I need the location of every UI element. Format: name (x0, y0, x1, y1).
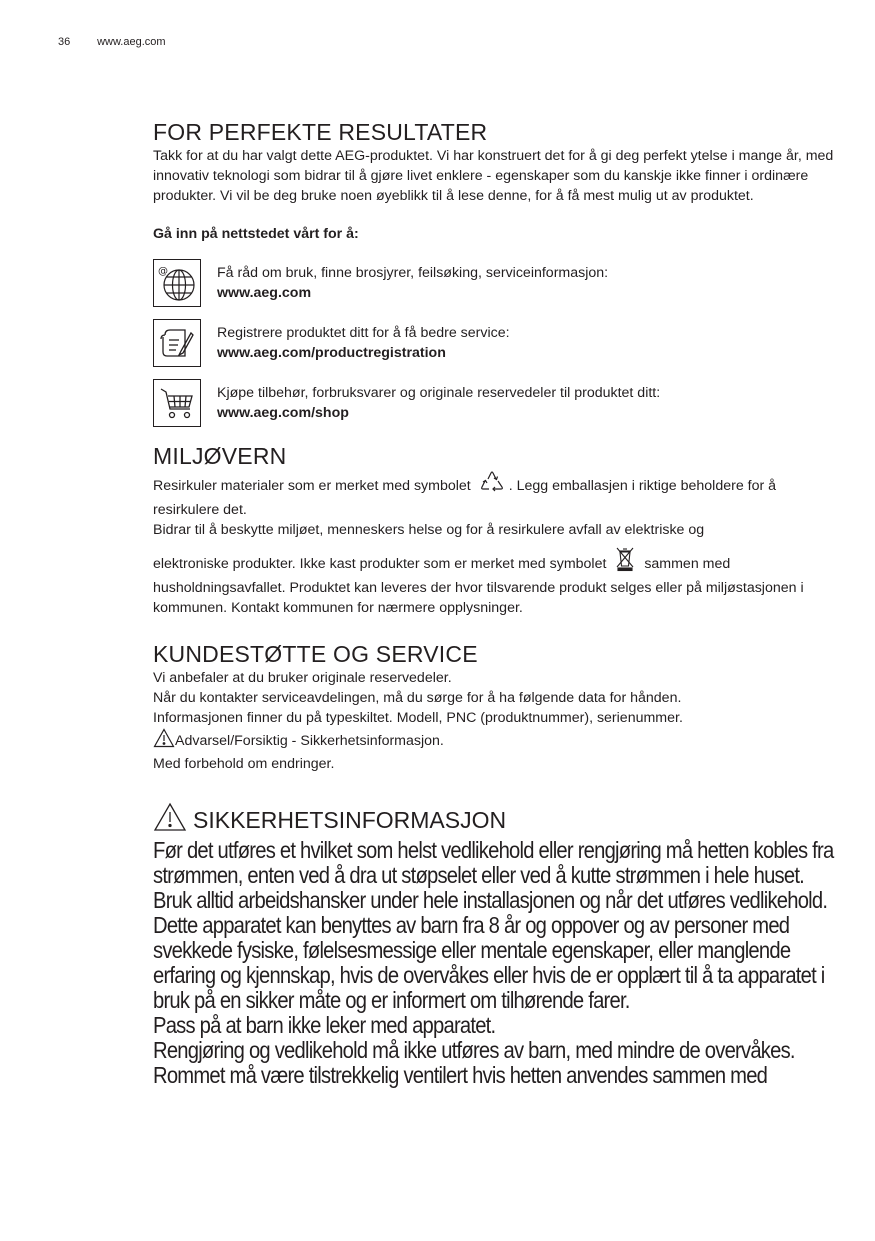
safety-paragraph: Bruk alltid arbeidshansker under hele installasjonen og når det utføres vedlikehold. (153, 887, 828, 913)
section-safety (153, 802, 843, 1088)
visit-heading: Gå inn på nettstedet vårt for å: (153, 226, 359, 242)
svg-text:@: @ (158, 266, 168, 277)
link-row-info (153, 258, 843, 308)
safety-paragraph: Dette apparatet kan benyttes av barn fra 8 år og oppover og av personer med svekkede fysiske, følelsesmessige eller mentale egenskaper, eller manglende erfaring og kjennskap, hvis de overvåkes eller hvis de er opplært til å ta apparatet i bruk på en sikker måte og er informert om tilhørende farer. (153, 912, 825, 1013)
section-support (153, 640, 843, 774)
env-text: elektroniske produkter. Ikke kast produkter som er merket med symbolet (153, 556, 607, 572)
section-perfect-results (153, 118, 843, 428)
shopping-cart-icon (153, 379, 201, 427)
env-text: Resirkuler materialer som er merket med symbolet (153, 478, 471, 494)
support-line: Vi anbefaler at du bruker originale reservedeler. (153, 670, 452, 686)
env-text: sammen med husholdningsavfallet. Produktet kan leveres der hvor tilsvarende produkt selges eller på miljøstasjonen i kommunen. Kontakt kommunen for nærmere opplysninger. (153, 556, 804, 616)
env-text: . Legg emballasjen i riktige beholdere for å resirkulere det. (153, 478, 777, 518)
crossed-bin-icon (614, 546, 636, 578)
safety-paragraph: Rengjøring og vedlikehold må ikke utføres av barn, med mindre de overvåkes. (153, 1037, 795, 1063)
link-url-aeg[interactable]: www.aeg.com (217, 285, 312, 301)
reservation-text: Med forbehold om endringer. (153, 756, 335, 772)
safety-title-row (153, 802, 843, 838)
section-title: MILJØVERN (153, 443, 287, 469)
safety-paragraph: Før det utføres et hvilket som helst vedlikehold eller rengjøring må hetten kobles fra strømmen, enten ved å dra ut støpselet eller ved å kutte strømmen i hele huset. (153, 837, 834, 888)
page-header (58, 36, 166, 48)
section-title: SIKKERHETSINFORMASJON (193, 807, 507, 833)
link-text: Få råd om bruk, finne brosjyrer, feilsøking, serviceinformasjon: (217, 265, 609, 281)
environment-paragraph-2: Bidrar til å beskytte miljøet, menneskers helse og for å resirkulere avfall av elektriske og (153, 522, 705, 538)
environment-paragraph-1 (153, 470, 843, 520)
warning-icon (153, 802, 193, 838)
header-site: www.aeg.com (97, 36, 166, 48)
register-document-icon (153, 319, 201, 367)
intro-paragraph: Takk for at du har valgt dette AEG-produktet. Vi har konstruert det for å gi deg perfekt ytelse i mange år, med innovativ teknologi som bidrar til å gjøre livet enklere - egenskaper som du kanskje ikke finner i ordinære produkter. Vi vil be deg bruke noen øyeblikk til å lese denne, for å få mest mulig ut av produktet. (153, 148, 834, 204)
link-url-registration[interactable]: www.aeg.com/productregistration (217, 345, 446, 361)
safety-paragraph: Rommet må være tilstrekkelig ventilert hvis hetten anvendes sammen med (153, 1062, 768, 1088)
support-line: Når du kontakter serviceavdelingen, må du sørge for å ha følgende data for hånden. (153, 690, 682, 706)
link-url-shop[interactable]: www.aeg.com/shop (217, 405, 349, 421)
link-row-shop (153, 378, 843, 428)
page-content (153, 118, 843, 1088)
globe-icon (153, 259, 201, 307)
recycle-icon (479, 470, 505, 500)
safety-paragraph: Pass på at barn ikke leker med apparatet. (153, 1012, 496, 1038)
section-title: FOR PERFEKTE RESULTATER (153, 119, 488, 145)
section-environment (153, 442, 843, 618)
support-line: Informasjonen finner du på typeskiltet. Modell, PNC (produktnummer), serienummer. (153, 710, 683, 726)
section-title: KUNDESTØTTE OG SERVICE (153, 641, 478, 667)
environment-paragraph-3 (153, 546, 843, 618)
warning-icon (153, 728, 175, 754)
link-row-registration (153, 318, 843, 368)
safety-body (153, 838, 843, 1088)
page-number: 36 (58, 36, 71, 48)
support-warning-line (153, 728, 843, 754)
link-text: Kjøpe tilbehør, forbruksvarer og originale reservedeler til produktet ditt: (217, 385, 661, 401)
warning-text: Advarsel/Forsiktig - Sikkerhetsinformasjon. (175, 733, 444, 749)
link-text: Registrere produktet ditt for å få bedre service: (217, 325, 510, 341)
